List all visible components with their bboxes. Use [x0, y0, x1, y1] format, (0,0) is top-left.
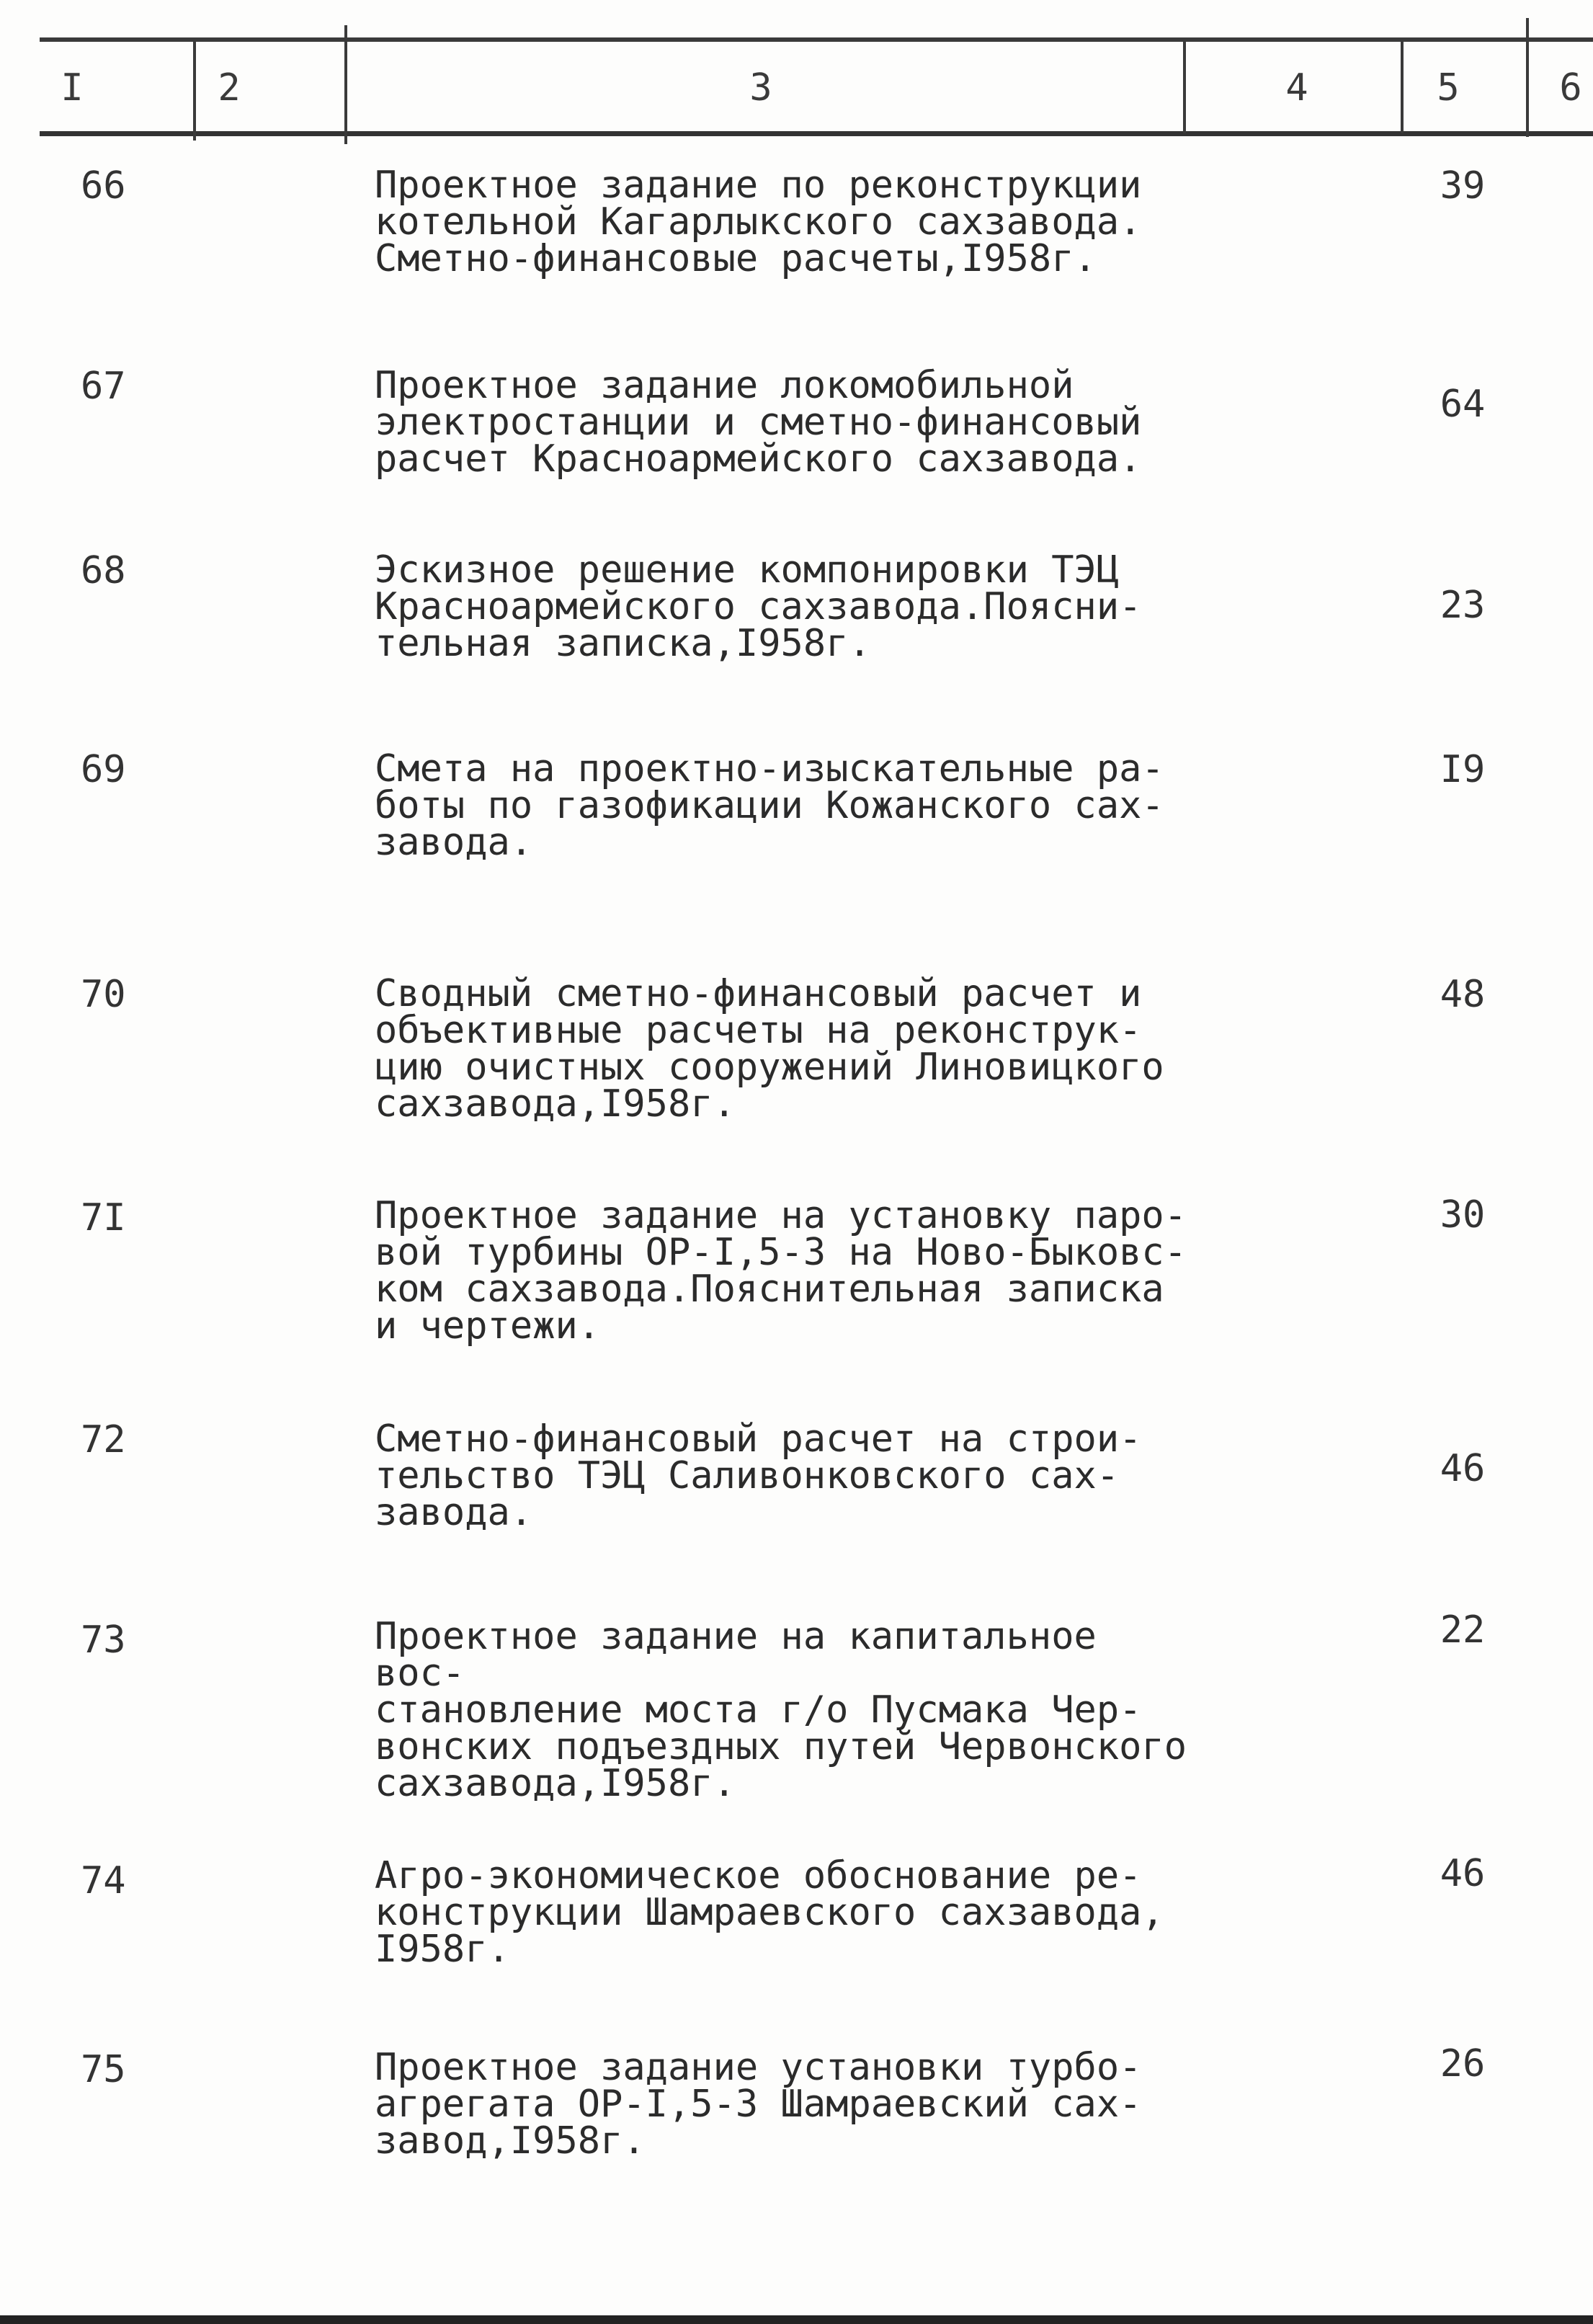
column-header-6: 6 — [1559, 66, 1582, 110]
row-sheet-count: 64 — [1440, 383, 1486, 426]
column-divider — [193, 40, 196, 141]
column-header-1: I — [61, 66, 84, 110]
row-sheet-count: 22 — [1440, 1608, 1486, 1652]
row-description: Проектное задание на установку паро- вой турбины ОР-I,5-3 на Ново-Быковс- ком сахзавода.Пояснительная записка и чертежи. — [375, 1194, 1187, 1348]
row-sheet-count: 46 — [1440, 1447, 1486, 1490]
row-number: 67 — [81, 365, 126, 408]
row-number: 70 — [81, 973, 126, 1016]
column-header-2: 2 — [218, 66, 241, 110]
row-description: Смета на проектно-изыскательные ра- боты по газофикации Кожанского сах- завода. — [375, 747, 1164, 864]
row-description: Эскизное решение компонировки ТЭЦ Красноармейского сахзавода.Поясни- тельная записка,I958г. — [375, 548, 1142, 665]
header-top-rule — [40, 37, 1593, 42]
row-number: 7I — [81, 1196, 126, 1239]
row-number: 74 — [81, 1859, 126, 1902]
row-sheet-count: 48 — [1440, 973, 1486, 1016]
column-header-3: 3 — [749, 66, 772, 110]
row-number: 69 — [81, 748, 126, 791]
row-sheet-count: I9 — [1440, 748, 1486, 791]
row-description: Проектное задание локомобильной электростанции и сметно-финансовый расчет Красноармейского сахзавода. — [375, 364, 1142, 481]
row-sheet-count: 39 — [1440, 164, 1486, 208]
page-bottom-edge — [0, 2315, 1593, 2324]
row-description: Проектное задание установки турбо- агрегата ОР-I,5-3 Шамраевский сах- завод,I958г. — [375, 2046, 1142, 2163]
column-divider — [344, 25, 347, 144]
row-sheet-count: 46 — [1440, 1852, 1486, 1895]
column-header-4: 4 — [1285, 66, 1308, 110]
row-number: 66 — [81, 164, 126, 208]
row-description: Сметно-финансовый расчет на строи- тельство ТЭЦ Саливонковского сах- завода. — [375, 1417, 1142, 1534]
row-description: Проектное задание по реконструкции котельной Кагарлыкского сахзавода. Сметно-финансовые расчеты,I958г. — [375, 164, 1142, 280]
row-sheet-count: 30 — [1440, 1193, 1486, 1237]
row-description: Агро-экономическое обоснование ре- конструкции Шамраевского сахзавода, I958г. — [375, 1854, 1164, 1971]
row-number: 68 — [81, 549, 126, 592]
row-description: Сводный сметно-финансовый расчет и объективные расчеты на реконструк- цию очистных сооружений Линовицкого сахзавода,I958г. — [375, 972, 1164, 1126]
column-divider — [1183, 40, 1186, 133]
row-sheet-count: 23 — [1440, 584, 1486, 627]
row-number: 73 — [81, 1619, 126, 1662]
row-description: Проектное задание на капитальное вос- становление моста г/о Пусмака Чер- вонских подъездных путей Червонского сахзавода,I958г. — [375, 1615, 1187, 1805]
row-number: 75 — [81, 2048, 126, 2091]
header-bottom-rule — [40, 131, 1593, 136]
column-divider — [1526, 18, 1529, 137]
column-divider — [1401, 40, 1404, 133]
column-header-5: 5 — [1437, 66, 1460, 110]
row-sheet-count: 26 — [1440, 2042, 1486, 2085]
row-number: 72 — [81, 1418, 126, 1461]
